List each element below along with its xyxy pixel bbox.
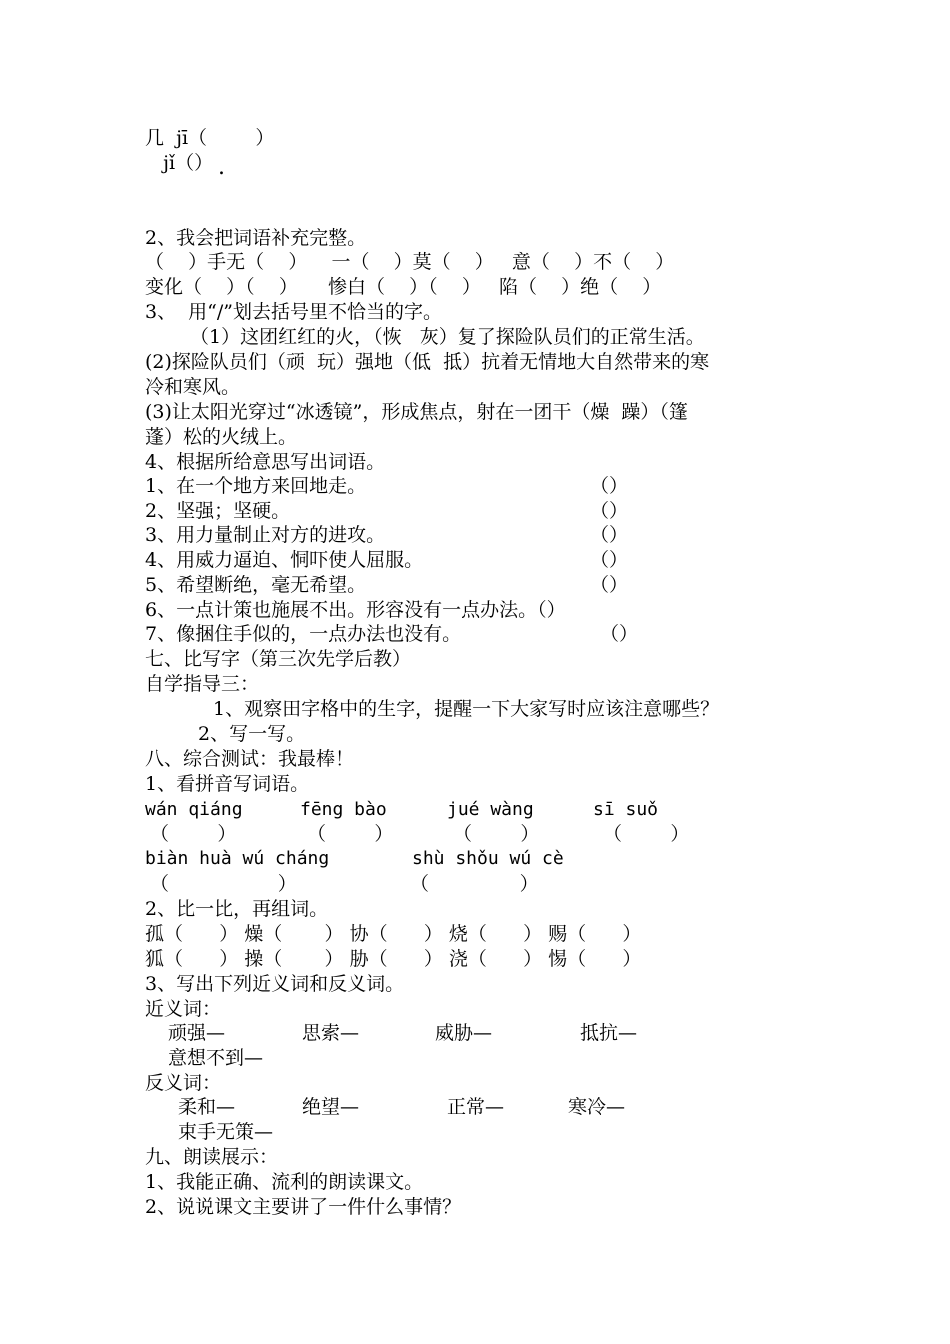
text-line: 2、说说课文主要讲了一件什么事情？	[145, 1196, 462, 1218]
text-line: 几 jī（ ）	[145, 127, 275, 149]
text-line: 狐（ ） 操（ ） 胁（ ） 浇（ ） 惕（ ）	[145, 948, 642, 970]
text-line: 2、比一比，再组词。	[145, 898, 329, 920]
text-line: （）	[590, 500, 629, 522]
text-line: （）	[590, 574, 629, 596]
text-line: 5、希望断绝，毫无希望。	[145, 574, 367, 596]
text-line: 孤（ ） 燥（ ） 协（ ） 烧（ ） 赐（ ）	[145, 923, 642, 945]
text-line: 3、写出下列近义词和反义词。	[145, 973, 405, 995]
text-line: （1）这团红红的火，（恢 灰）复了探险队员们的正常生活。	[190, 326, 705, 348]
text-line: 蓬）松的火绒上。	[145, 426, 298, 448]
text-line: 寒冷—	[568, 1096, 626, 1118]
text-line: （）	[590, 524, 629, 546]
text-line: 2、写一写。	[198, 723, 306, 745]
text-line: jǐ（）	[145, 152, 214, 174]
pinyin-text: biàn huà wú cháng	[145, 848, 330, 869]
text-line: 顽强—	[168, 1022, 226, 1044]
text-line: 4、根据所给意思写出词语。	[145, 451, 386, 473]
text-line: （）	[590, 549, 629, 571]
text-line: 束手无策—	[178, 1121, 274, 1143]
text-line: 3、用力量制止对方的进攻。	[145, 524, 386, 546]
text-line: （）	[600, 623, 639, 645]
text-line: 思索—	[302, 1022, 360, 1044]
text-line: 八、综合测试：我最棒！	[145, 748, 355, 770]
text-line: 1、在一个地方来回地走。	[145, 475, 367, 497]
text-line: （ ）	[603, 823, 690, 845]
text-line: 6、一点计策也施展不出。形容没有一点办法。（）	[145, 599, 566, 621]
text-line: （）	[590, 475, 629, 497]
text-line: 抵抗—	[580, 1022, 638, 1044]
text-line: 九、朗读展示：	[145, 1146, 279, 1168]
text-line: 4、用威力逼迫、恫吓使人屈服。	[145, 549, 424, 571]
text-line: 柔和—	[178, 1096, 236, 1118]
text-line: （ ）	[410, 873, 539, 895]
text-line: 1、看拼音写词语。	[145, 773, 310, 795]
text-line: 2、坚强；坚硬。	[145, 500, 291, 522]
text-line: 7、像捆住手似的，一点办法也没有。	[145, 623, 462, 645]
text-line: (3)让太阳光穿过“冰透镜”，形成焦点，射在一团干（燥 躁）（篷	[145, 401, 688, 423]
pinyin-text: sī suǒ	[593, 799, 659, 820]
dot-mark: .	[218, 155, 225, 180]
text-line: 1、我能正确、流利的朗读课文。	[145, 1171, 424, 1193]
text-line: 3、 用“/”划去括号里不恰当的字。	[145, 301, 442, 323]
text-line: 1、观察田字格中的生字，提醒一下大家写时应该注意哪些？	[213, 698, 720, 720]
text-line: （ ）	[453, 823, 540, 845]
text-line: 绝望—	[302, 1096, 360, 1118]
text-line: 意想不到—	[168, 1047, 264, 1069]
text-line: 自学指导三：	[145, 673, 260, 695]
pinyin-text: wán qiáng	[145, 799, 243, 820]
text-line: 反义词：	[145, 1072, 222, 1094]
pinyin-text: jué wàng	[447, 799, 534, 820]
text-line: 威胁—	[435, 1022, 493, 1044]
text-line: 正常—	[447, 1096, 505, 1118]
text-line: （ ）	[307, 823, 394, 845]
pinyin-text: fēng bào	[300, 799, 387, 820]
text-line: 2、我会把词语补充完整。	[145, 227, 367, 249]
text-line: 冷和寒风。	[145, 376, 241, 398]
text-line: （ ）	[150, 823, 237, 845]
text-line: 近义词：	[145, 998, 222, 1020]
text-line: 变化（ ）（ ） 惨白（ ）（ ） 陷（ ）绝（ ）	[145, 276, 662, 298]
text-line: (2)探险队员们（顽 玩）强地（低 抵）抗着无情地大自然带来的寒	[145, 351, 710, 373]
pinyin-text: shù shǒu wú cè	[412, 848, 564, 869]
text-line: （ ）手无（ ） 一（ ）莫（ ） 意（ ）不（ ）	[145, 251, 675, 273]
text-line: （ ）	[150, 873, 297, 895]
text-line: 七、比写字（第三次先学后教）	[145, 648, 412, 670]
